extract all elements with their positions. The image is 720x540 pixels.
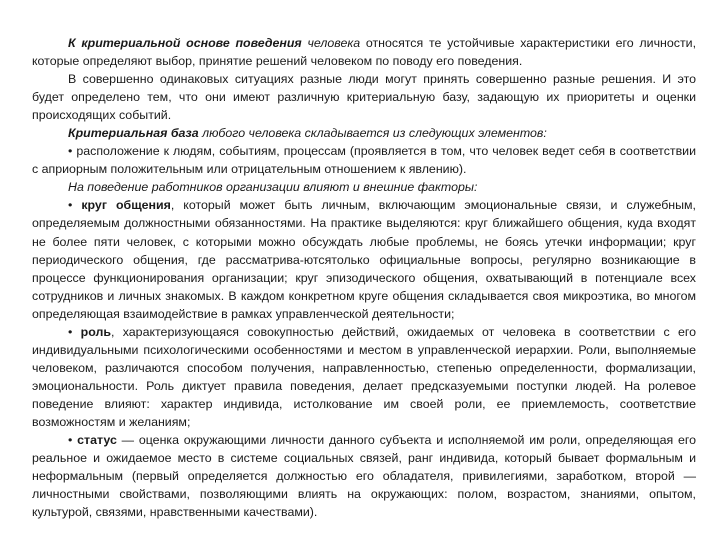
term-criterial-basis: К критериальной основе поведения <box>68 36 302 50</box>
term-circle-of-communication: круг общения <box>81 198 171 213</box>
paragraph-text: На поведение работников организации влияют и внешние факторы: <box>68 180 478 195</box>
bullet: • <box>68 433 78 448</box>
document-page <box>32 34 696 521</box>
paragraph-circle-of-communication <box>32 196 696 322</box>
paragraph-role <box>32 323 696 431</box>
bullet: • <box>68 324 81 339</box>
term-criterial-base: Критериальная база <box>68 126 199 141</box>
paragraph-text: • расположение к людям, событиям, процессам (проявляется в том, что человек ведет себя в соответствии с априорным положительным или отрицательным отношением к явлению). <box>32 144 696 177</box>
paragraph-criterial-base-elements <box>32 124 696 142</box>
paragraph-criterial-basis <box>32 34 696 70</box>
paragraph-text: , характеризующаяся совокупностью действий, ожидаемых от человека в соответствии с его индивидуальными психологическими особенностями и местом в управленческой иерархии. Роли, выполняемые человеком, различаются способом получения, направленностью, степенью определенности, формализации, эмоциональности. Роль диктует правила поведения, делает предсказуемыми поступки людей. На ролевое поведение влияют: характер индивида, истолкование им своей роли, ее приемлемость, соответствие возможностям и желаниям; <box>32 324 697 429</box>
bullet: • <box>68 198 82 213</box>
paragraph-disposition <box>32 142 696 178</box>
paragraph-different-decisions <box>32 70 696 124</box>
paragraph-external-factors <box>32 178 696 196</box>
term-status: статус <box>77 433 117 448</box>
paragraph-text: , который может быть личным, включающим эмоциональные связи, и служебным, определяемым должностными обязанностями. На практике выделяются: круг ближайшего общения, куда входят не более пяти человек, с которыми можно обсуждать любые проблемы, не боясь утечки информации; круг периодического общения, где рассматрива-ютсятолько официальные вопросы, регулярно возникающие в процессе функционирования организации; круг эпизодического общения, охватывающий в потенциале всех сотрудников и личных знакомых. В каждом конкретном круге общения складывается своя микроэтика, во многом определяющая взаимодействие в рамках управленческой деятельности; <box>32 198 696 321</box>
paragraph-text: любого человека складывается из следующих элементов: <box>198 126 547 141</box>
term-criterial-basis-rest: человека <box>301 36 361 50</box>
paragraph-status <box>32 431 696 521</box>
paragraph-text: В совершенно одинаковых ситуациях разные люди могут принять совершенно разные решения. И это будет определено тем, что они имеют различную критериальную базу, задающую их приоритеты и оценки происходящих событий. <box>32 72 696 123</box>
paragraph-text: — оценка окружающими личности данного субъекта и исполняемой им роли, определяющая его реальное и ожидаемое место в системе социальных связей, ранг индивида, который бывает формальным и неформальным (первый определяется должностью его обладателя, привилегиями, заработком, второй — личностными свойствами, позволяющими влиять на окружающих: полом, возрастом, знаниями, опытом, культурой, связями, нравственными качествами). <box>32 433 697 520</box>
term-role: роль <box>80 324 111 339</box>
paragraph-text: относятся те устойчивые характеристики его личности, которые определяют выбор, принятие решений человеком по поводу его поведения. <box>32 36 697 69</box>
